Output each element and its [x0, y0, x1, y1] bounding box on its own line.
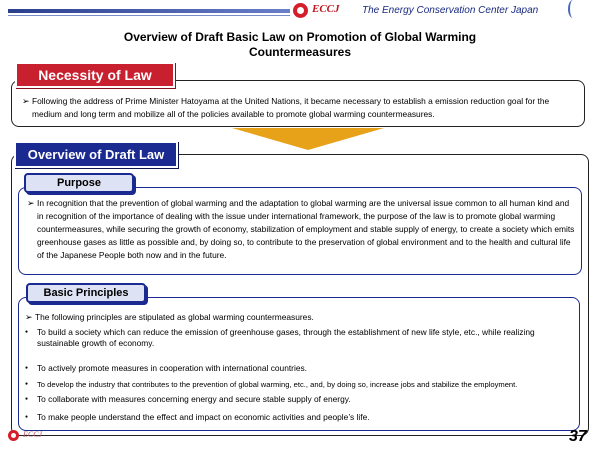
arrow-bullet-icon: ➢ [25, 312, 33, 322]
down-arrow-icon [232, 128, 384, 150]
purpose-text [27, 197, 575, 262]
arrow-bullet-icon: ➢ [22, 96, 30, 106]
arrow-bullet-icon: ➢ [27, 198, 35, 208]
principles-intro-text: The following principles are stipulated as global warming countermeasures. [35, 312, 314, 322]
principles-heading: Basic Principles [26, 283, 146, 303]
overview-heading: Overview of Draft Law [14, 141, 178, 168]
footer-logo-text: ECCJ [23, 430, 43, 439]
necessity-text [22, 95, 580, 121]
logo-text: ECCJ [312, 3, 340, 15]
purpose-paragraph: In recognition that the prevention of global warming and the adaptation to global warming are the universal issue common to all human kind and in recognition of the importance of dealing with the issue under international framework, the purpose of the law is to promote global warming countermeasures, while securing the growth of economy, stabilization of employment and stable supply of energy, to create a society which emits greenhouse gases as little as possible and, by doing so, to contribute to the preservation of global environment and to the health and cultural life of the Japanese People both now and in the future. [37, 198, 575, 260]
top-banner [0, 0, 600, 22]
banner-stripe-thin [8, 15, 290, 16]
list-item: ● To actively promote measures in cooperation with international countries. [23, 363, 577, 374]
eccj-logo-icon [293, 3, 308, 18]
banner-stripe [8, 9, 290, 13]
list-item: ● To make people understand the effect and impact on economic activities and people’s life. [23, 412, 577, 423]
principles-intro [25, 311, 555, 324]
list-item: ● To collaborate with measures concerning energy and secure stable supply of energy. [23, 394, 577, 405]
necessity-heading: Necessity of Law [15, 62, 175, 88]
page-number: 37 [569, 428, 587, 445]
list-item: ● To develop the industry that contributes to the prevention of global warming, etc., and, by doing so, increase jobs and stabilize the employment. [23, 379, 577, 390]
title-line-2: Countermeasures [248, 45, 352, 59]
footer-logo-icon [8, 430, 19, 441]
page-title [60, 30, 540, 60]
corner-arc-decoration [568, 0, 578, 18]
purpose-heading: Purpose [24, 173, 134, 193]
list-item: ● To build a society which can reduce the emission of greenhouse gases, through the establishment of new life style, etc., while realizing sustainable growth of economy. [23, 327, 577, 349]
title-line-1: Overview of Draft Basic Law on Promotion of Global Warming [123, 30, 477, 44]
organization-name: The Energy Conservation Center Japan [362, 5, 539, 16]
principles-list [23, 325, 577, 423]
necessity-paragraph: Following the address of Prime Minister Hatoyama at the United Nations, it became necessary to establish a emission reduction goal for the medium and long term and mobilize all of the policies available to promote global warming countermeasures. [32, 96, 550, 119]
